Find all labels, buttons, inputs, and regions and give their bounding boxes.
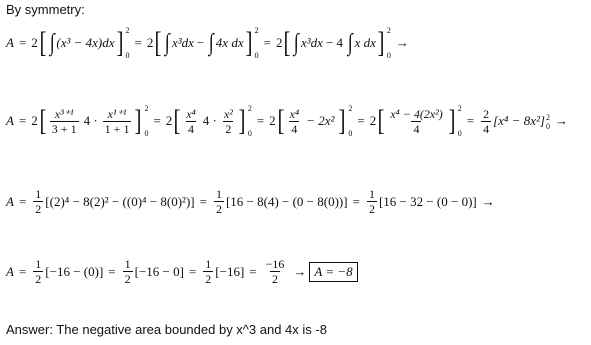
equals-sign: = [18, 35, 27, 50]
limits: 2 0 [125, 26, 130, 60]
evaluation-2: [16 − 8(4) − (0 − 8(0))] [225, 193, 348, 209]
bracket-group-2: [ ∫ x³dx − ∫ 4x dx ] 2 0 [154, 26, 259, 60]
arrow-icon: → [293, 263, 307, 279]
equation-line-2: A = 2 [ $\frac{\text{x³⁺¹}}{3 + 1}$ 4 · $\frac{\text{x¹⁺¹}}{1 + 1}$ ] 2 0 = 2 [ $\frac{\text{x⁴}}{4}$ 4 · $\frac{\text{x²}}{2}$ ] 2 0 = 2 [ $\frac{\text{x⁴}}{4}$ − 2x² ] 2 0 = 2 [ $\frac{\text{x⁴ − 4(2x²)}}{4}$ ] 2 0 = $\frac{2}{4}$ [x⁴ − 8x²] 2 0 → [6, 104, 568, 138]
fraction: $\frac{\text{x³⁺¹}}{3 + 1}$ [51, 106, 77, 136]
arrow-icon: → [395, 35, 409, 50]
bracket-group-7: [ $\frac{\text{x⁴ − 4(2x²)}}{4}$ ] 2 0 [377, 104, 462, 138]
intro-text: By symmetry: [6, 2, 85, 17]
evaluation-1: [(2)⁴ − 8(2)² − ((0)⁴ − 8(0)²)] [45, 193, 195, 209]
equation-line-3: A = $\frac{1}{2}$ [(2)⁴ − 8(2)² − ((0)⁴ − 8(0)²)] = $\frac{1}{2}$ [16 − 8(4) − (0 − 8(0))] = $\frac{1}{2}$ [16 − 32 − (0 − 0)] → [6, 187, 495, 216]
bracket-group-5: [ $\frac{\text{x⁴}}{4}$ 4 · $\frac{\text{x²}}{2}$ ] 2 0 [173, 104, 252, 138]
equation-line-4: A = $\frac{1}{2}$ [−16 − (0)] = $\frac{1}{2}$ [−16 − 0] = $\frac{1}{2}$ [−16] = $\frac{-16}{2}$ → A = −8 [6, 258, 358, 285]
bracket-group-1: [ ∫ (x³ − 4x)dx ] 2 0 [39, 26, 130, 60]
bracket-group-6: [ $\frac{\text{x⁴}}{4}$ − 2x² ] 2 0 [277, 104, 353, 138]
arrow-icon: → [481, 193, 495, 209]
arrow-icon: → [554, 113, 568, 128]
answer-text: Answer: The negative area bounded by x^3 and 4x is -8 [6, 322, 327, 337]
area-variable: A [6, 35, 14, 50]
integrand: (x³ − 4x)dx [56, 35, 115, 50]
bracket-group-4: [ $\frac{\text{x³⁺¹}}{3 + 1}$ 4 · $\frac{\text{x¹⁺¹}}{1 + 1}$ ] 2 0 [39, 104, 149, 138]
boxed-result: A = −8 [309, 262, 357, 282]
equation-line-1: A = 2 [ ∫ (x³ − 4x)dx ] 2 0 = 2 [ ∫ x³dx − ∫ 4x dx ] 2 0 = 2 [ ∫ x³dx − 4 ∫ x dx ] 2 0 → [6, 26, 409, 60]
evaluation-3: [16 − 32 − (0 − 0)] [378, 193, 477, 209]
coefficient: 2 [31, 35, 38, 50]
bracket-group-3: [ ∫ x³dx − 4 ∫ x dx ] 2 0 [283, 26, 391, 60]
final-bracket: [x⁴ − 8x²] [493, 113, 545, 128]
integral-sign: ∫ [49, 30, 55, 56]
